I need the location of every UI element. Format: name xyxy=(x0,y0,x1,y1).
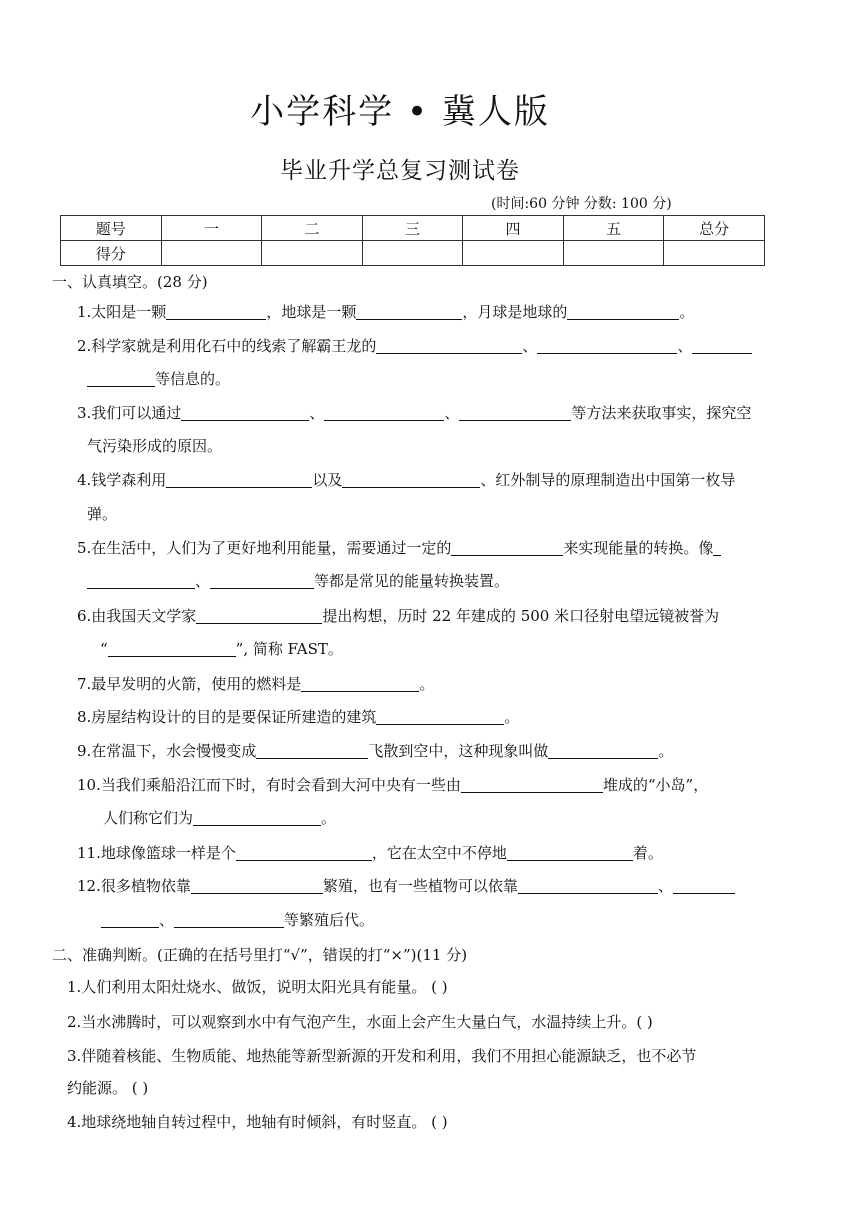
page-subtitle: 毕业升学总复习测试卷 xyxy=(280,158,520,184)
question-1-11 xyxy=(77,843,663,863)
question-text: 11.地球像篮球一样是个 xyxy=(77,844,236,862)
answer-blank[interactable] xyxy=(174,911,284,928)
answer-blank[interactable] xyxy=(692,337,752,354)
question-text: 。 xyxy=(658,742,674,760)
question-text: 等方法来获取事实，探究空 xyxy=(571,404,752,422)
question-1-8 xyxy=(77,707,519,727)
answer-blank[interactable] xyxy=(193,809,321,826)
answer-blank[interactable] xyxy=(673,877,735,894)
answer-blank[interactable] xyxy=(87,572,195,589)
question-1-4-cont: 弹。 xyxy=(87,505,118,523)
question-1-7 xyxy=(77,674,434,694)
question-text: 。 xyxy=(679,303,695,321)
question-2-2: 2.当水沸腾时，可以观察到水中有气泡产生，水面上会产生大量白气，水温持续上升。( ) xyxy=(67,1013,653,1031)
score-row-label: 得分 xyxy=(61,241,162,266)
answer-blank[interactable] xyxy=(459,404,571,421)
question-text: 6.由我国天文学家 xyxy=(77,607,197,625)
question-text: 7.最早发明的火箭，使用的燃料是 xyxy=(77,675,302,693)
answer-blank[interactable] xyxy=(451,539,563,556)
question-1-6-cont xyxy=(100,639,343,659)
question-text: 以及 xyxy=(312,471,343,489)
question-text: 、 xyxy=(444,404,460,422)
score-table-score-row xyxy=(61,241,765,266)
score-cell[interactable] xyxy=(161,241,262,266)
exam-time-info: (时间:60 分钟 分数: 100 分) xyxy=(491,196,672,212)
question-1-2-cont xyxy=(87,369,230,389)
question-text: 、红外制导的原理制造出中国第一枚导 xyxy=(480,471,736,489)
answer-blank[interactable] xyxy=(537,337,677,354)
question-text: ，它在太空中不停地 xyxy=(371,844,507,862)
score-cell[interactable] xyxy=(463,241,564,266)
question-1-12-cont xyxy=(101,910,374,930)
answer-blank[interactable] xyxy=(548,742,658,759)
score-table-header-cell: 四 xyxy=(463,216,564,241)
answer-blank[interactable] xyxy=(196,607,322,624)
question-1-5-cont xyxy=(87,571,509,591)
question-text: 、 xyxy=(677,337,693,355)
question-2-1: 1.人们利用太阳灶烧水、做饭，说明太阳光具有能量。 ( ) xyxy=(67,978,448,996)
question-text: 等信息的。 xyxy=(155,370,231,388)
page-title: 小学科学 • 冀人版 xyxy=(250,92,550,132)
section-2-title: 二、准确判断。(正确的在括号里打“√”，错误的打“×”)(11 分) xyxy=(52,946,468,964)
question-1-9 xyxy=(77,741,673,761)
score-cell[interactable] xyxy=(664,241,765,266)
score-cell[interactable] xyxy=(362,241,463,266)
question-text: 10.当我们乘船沿江而下时，有时会看到大河中央有一些由 xyxy=(77,776,461,794)
question-text: 。 xyxy=(504,708,520,726)
answer-blank[interactable] xyxy=(166,303,266,320)
answer-blank[interactable] xyxy=(376,708,504,725)
question-text: 5.在生活中，人们为了更好地利用能量，需要通过一定的 xyxy=(77,539,452,557)
answer-blank[interactable] xyxy=(301,675,419,692)
question-text: 3.我们可以通过 xyxy=(77,404,182,422)
answer-blank[interactable] xyxy=(518,877,658,894)
question-1-3 xyxy=(77,403,751,423)
score-table-header-cell: 总分 xyxy=(664,216,765,241)
answer-blank[interactable] xyxy=(166,471,312,488)
question-text: 8.房屋结构设计的目的是要保证所建造的建筑 xyxy=(77,708,377,726)
question-text: “ xyxy=(100,640,108,658)
answer-blank[interactable] xyxy=(324,404,444,421)
question-text: 。 xyxy=(321,809,337,827)
answer-blank[interactable] xyxy=(101,911,159,928)
question-1-10-cont xyxy=(103,808,336,828)
question-text: 人们称它们为 xyxy=(103,809,194,827)
answer-blank[interactable] xyxy=(108,640,236,657)
question-1-2 xyxy=(77,336,752,356)
question-text: ，地球是一颗 xyxy=(266,303,357,321)
score-table xyxy=(60,215,765,266)
question-text: 、 xyxy=(309,404,325,422)
question-text: 2.科学家就是利用化石中的线索了解霸王龙的 xyxy=(77,337,377,355)
question-1-3-cont: 气污染形成的原因。 xyxy=(87,437,223,455)
question-1-6 xyxy=(77,606,719,626)
answer-blank[interactable] xyxy=(342,471,480,488)
question-text: 堆成的“小岛”， xyxy=(602,776,709,794)
question-1-4 xyxy=(77,470,735,490)
question-text: 1.太阳是一颗 xyxy=(77,303,167,321)
answer-blank[interactable] xyxy=(191,877,323,894)
answer-blank[interactable] xyxy=(181,404,309,421)
question-text: 9.在常温下，水会慢慢变成 xyxy=(77,742,257,760)
answer-blank[interactable] xyxy=(87,370,155,387)
score-table-header-cell: 三 xyxy=(362,216,463,241)
question-text: 着。 xyxy=(632,844,663,862)
question-text: 等都是常见的能量转换装置。 xyxy=(314,572,510,590)
answer-blank[interactable] xyxy=(256,742,368,759)
score-table-header-cell: 题号 xyxy=(61,216,162,241)
question-1-5 xyxy=(77,538,721,558)
question-text: 12.很多植物依靠 xyxy=(77,877,191,895)
question-text: 来实现能量的转换。像 xyxy=(563,539,714,557)
answer-blank[interactable] xyxy=(236,844,372,861)
question-text: 。 xyxy=(419,675,435,693)
question-1-10 xyxy=(77,775,708,795)
question-text: 等繁殖后代。 xyxy=(284,911,375,929)
question-2-4: 4.地球绕地轴自转过程中，地轴有时倾斜，有时竖直。 ( ) xyxy=(67,1113,448,1131)
answer-blank[interactable] xyxy=(376,337,522,354)
answer-blank[interactable] xyxy=(507,844,633,861)
answer-blank[interactable] xyxy=(210,572,314,589)
question-text: 飞散到空中，这种现象叫做 xyxy=(368,742,549,760)
section-1-title: 一、认真填空。(28 分) xyxy=(52,273,208,291)
question-text: 、 xyxy=(522,337,538,355)
score-cell[interactable] xyxy=(262,241,363,266)
question-text: 4.钱学森利用 xyxy=(77,471,167,489)
question-text: 、 xyxy=(657,877,673,895)
question-1-1 xyxy=(77,302,694,322)
question-text: 提出构想，历时 22 年建成的 500 米口径射电望远镜被誉为 xyxy=(322,607,720,625)
question-text: 、 xyxy=(159,911,175,929)
score-table-header-row xyxy=(61,216,765,241)
question-text: 、 xyxy=(195,572,211,590)
question-2-3: 3.伴随着核能、生物质能、地热能等新型新源的开发和利用，我们不用担心能源缺乏，也不必节 xyxy=(67,1047,697,1065)
answer-blank[interactable] xyxy=(713,539,721,556)
score-cell[interactable] xyxy=(563,241,664,266)
answer-blank[interactable] xyxy=(461,776,603,793)
question-text: ”, 简称 FAST。 xyxy=(235,640,343,658)
question-text: ，月球是地球的 xyxy=(462,303,568,321)
answer-blank[interactable] xyxy=(567,303,679,320)
score-table-header-cell: 五 xyxy=(563,216,664,241)
question-text: 繁殖，也有一些植物可以依靠 xyxy=(322,877,518,895)
score-table-header-cell: 二 xyxy=(262,216,363,241)
score-table-header-cell: 一 xyxy=(161,216,262,241)
question-2-3-cont: 约能源。 ( ) xyxy=(67,1079,149,1097)
answer-blank[interactable] xyxy=(356,303,462,320)
question-1-12 xyxy=(77,876,735,896)
